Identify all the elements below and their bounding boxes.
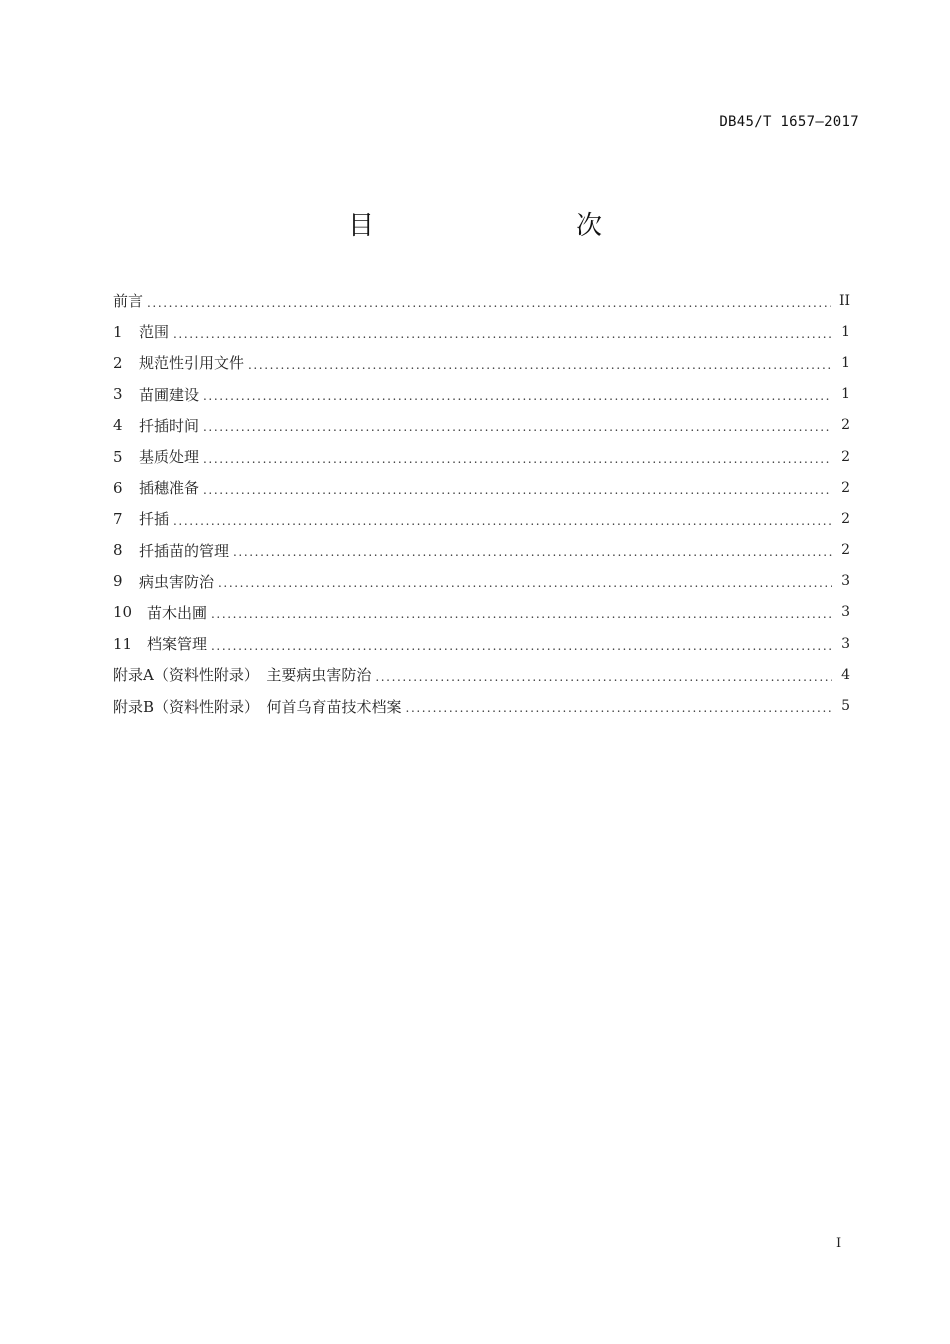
toc-entry-page: 1 bbox=[841, 386, 850, 403]
toc-leader-dots bbox=[147, 293, 831, 309]
toc-leader-dots bbox=[173, 324, 832, 340]
toc-entry-7[interactable] bbox=[113, 503, 850, 534]
toc-entry-label: 规范性引用文件 bbox=[139, 354, 245, 373]
toc-leader-dots bbox=[203, 386, 832, 402]
toc-entry-label: 扦插苗的管理 bbox=[139, 541, 230, 560]
toc-entry-page: 2 bbox=[841, 417, 850, 434]
toc-entry-page: 2 bbox=[841, 510, 850, 527]
toc-leader-dots bbox=[375, 667, 832, 683]
standard-code: DB45/T 1657—2017 bbox=[719, 114, 859, 130]
toc-entry-10[interactable] bbox=[113, 597, 850, 628]
toc-entry-3[interactable] bbox=[113, 379, 850, 410]
toc-entry-label: 档案管理 bbox=[147, 635, 208, 654]
toc-entry-number: 4 bbox=[113, 416, 123, 435]
toc-leader-dots bbox=[203, 417, 832, 433]
toc-entry-page: 1 bbox=[841, 354, 850, 371]
toc-entry-label: 附录A（资料性附录） 主要病虫害防治 bbox=[113, 666, 372, 685]
toc-entry-6[interactable] bbox=[113, 472, 850, 503]
toc-leader-dots bbox=[211, 604, 832, 620]
toc-entry-page: 2 bbox=[841, 479, 850, 496]
toc-entry-1[interactable] bbox=[113, 316, 850, 347]
toc-entry-number: 7 bbox=[113, 509, 123, 528]
toc-entry-appendix-b[interactable] bbox=[113, 690, 850, 721]
toc-entry-label: 附录B（资料性附录） 何首乌育苗技术档案 bbox=[113, 697, 402, 716]
page-number: I bbox=[836, 1236, 842, 1251]
toc-entry-page: 4 bbox=[841, 666, 850, 683]
toc-entry-number: 5 bbox=[113, 447, 123, 466]
toc-entry-number: 6 bbox=[113, 478, 123, 497]
toc-leader-dots bbox=[406, 698, 832, 714]
toc-entry-number: 9 bbox=[113, 572, 123, 591]
toc-entry-2[interactable] bbox=[113, 347, 850, 378]
toc-leader-dots bbox=[203, 480, 832, 496]
toc-entry-label: 病虫害防治 bbox=[139, 572, 215, 591]
toc-entry-number: 11 bbox=[113, 634, 133, 653]
toc-entry-page: 3 bbox=[841, 604, 850, 621]
toc-entry-number: 10 bbox=[113, 603, 133, 622]
toc-entry-number: 2 bbox=[113, 353, 123, 372]
toc-entry-label: 扦插时间 bbox=[139, 416, 200, 435]
toc-leader-dots bbox=[248, 355, 832, 371]
toc-leader-dots bbox=[218, 573, 832, 589]
toc-entry-page: 5 bbox=[841, 698, 850, 715]
toc-entry-label: 基质处理 bbox=[139, 448, 200, 467]
toc-entry-number: 8 bbox=[113, 541, 123, 560]
toc-entry-foreword[interactable] bbox=[113, 285, 850, 316]
toc-entry-page: 2 bbox=[841, 542, 850, 559]
toc-entry-page: 3 bbox=[841, 635, 850, 652]
toc-entry-9[interactable] bbox=[113, 566, 850, 597]
toc-leader-dots bbox=[211, 636, 832, 652]
toc-entry-8[interactable] bbox=[113, 535, 850, 566]
toc-entry-number: 3 bbox=[113, 385, 123, 404]
toc-leader-dots bbox=[173, 511, 832, 527]
toc-entry-page: 1 bbox=[841, 323, 850, 340]
toc-entry-label: 苗木出圃 bbox=[147, 603, 208, 622]
toc-entry-label: 插穗准备 bbox=[139, 479, 200, 498]
toc-entry-appendix-a[interactable] bbox=[113, 659, 850, 690]
toc-entry-label: 前言 bbox=[113, 292, 144, 311]
toc-entry-page: II bbox=[838, 292, 850, 309]
toc-list bbox=[113, 285, 850, 722]
toc-entry-label: 苗圃建设 bbox=[139, 385, 200, 404]
toc-entry-page: 3 bbox=[841, 573, 850, 590]
toc-entry-label: 扦插 bbox=[139, 510, 170, 529]
toc-entry-page: 2 bbox=[841, 448, 850, 465]
toc-entry-number: 1 bbox=[113, 322, 123, 341]
toc-title: 目 次 bbox=[347, 211, 652, 241]
toc-entry-11[interactable] bbox=[113, 628, 850, 659]
toc-leader-dots bbox=[203, 449, 832, 465]
toc-leader-dots bbox=[233, 542, 832, 558]
toc-entry-4[interactable] bbox=[113, 410, 850, 441]
toc-entry-5[interactable] bbox=[113, 441, 850, 472]
toc-entry-label: 范围 bbox=[139, 323, 170, 342]
